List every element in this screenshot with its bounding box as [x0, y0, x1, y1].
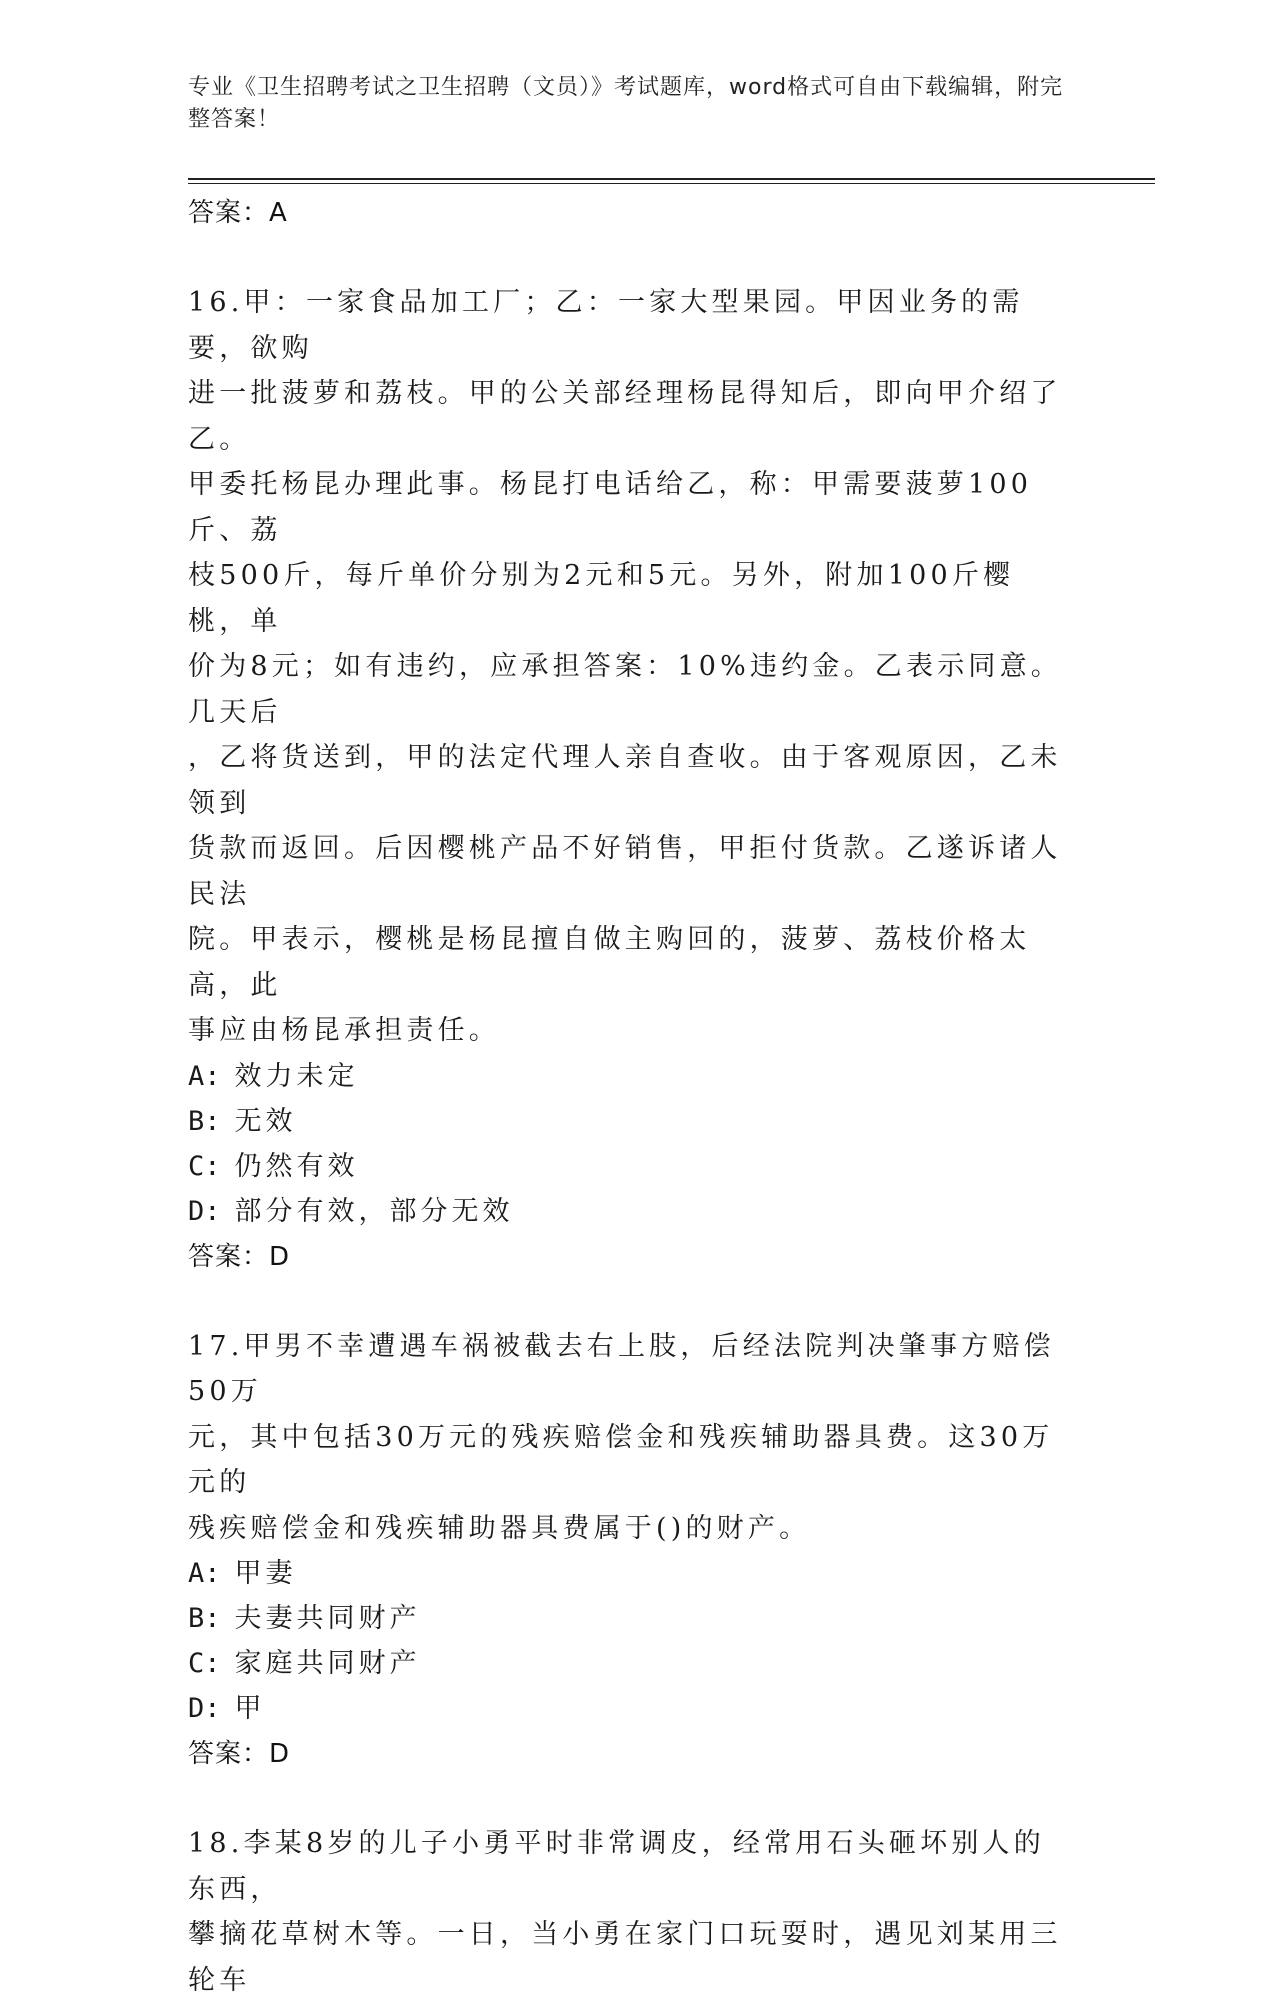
option-c: C: 家庭共同财产 [188, 1648, 421, 1679]
answer-line: 答案：A [188, 198, 288, 228]
answer-line: 答案：D [188, 1739, 291, 1769]
option-d: D: 甲 [188, 1693, 266, 1724]
question-line: 16.甲：一家食品加工厂；乙：一家大型果园。甲因业务的需要，欲购 [188, 287, 1024, 364]
header-divider [188, 178, 1155, 184]
page-header: 专业《卫生招聘考试之卫生招聘（文员）》考试题库，word格式可自由下载编辑，附完整答案！ [188, 75, 1064, 132]
question-18 [188, 1821, 1068, 2003]
question-line: 进一批菠萝和荔枝。甲的公关部经理杨昆得知后，即向甲介绍了乙。 [188, 378, 1062, 455]
option-d: D: 部分有效，部分无效 [188, 1195, 514, 1227]
question-line: 枝500斤，每斤单价分别为2元和5元。另外，附加100斤樱桃，单 [188, 560, 1015, 637]
question-line: 攀摘花草树木等。一日，当小勇在家门口玩耍时，遇见刘某用三轮车 [188, 1919, 1062, 1996]
option-b: B: 夫妻共同财产 [188, 1603, 421, 1634]
spacer [188, 1777, 1068, 1821]
option-c: C: 仍然有效 [188, 1150, 359, 1182]
option-a: A: 甲妻 [188, 1558, 297, 1589]
answer-line: 答案：D [188, 1241, 291, 1272]
question-line: 院。甲表示，樱桃是杨昆擅自做主购回的，菠萝、荔枝价格太高，此 [188, 924, 1031, 1001]
question-line: 元，其中包括30万元的残疾赔偿金和残疾辅助器具费。这30万元的 [188, 1421, 1054, 1498]
question-line: 18.李某8岁的儿子小勇平时非常调皮，经常用石头砸坏别人的东西， [188, 1828, 1045, 1905]
document-body [188, 190, 1068, 2003]
question-line: 价为8元；如有违约，应承担答案：10%违约金。乙表示同意。几天后 [188, 651, 1062, 728]
option-b: B: 无效 [188, 1105, 297, 1137]
question-line: 货款而返回。后因樱桃产品不好销售，甲拒付货款。乙遂诉诸人民法 [188, 833, 1062, 910]
question-line: 残疾赔偿金和残疾辅助器具费属于()的财产。 [188, 1512, 811, 1544]
question-line: 17.甲男不幸遭遇车祸被截去右上肢，后经法院判决肇事方赔偿50万 [188, 1330, 1055, 1407]
spacer [188, 1280, 1068, 1324]
question-16 [188, 280, 1068, 1280]
spacer [188, 236, 1068, 280]
question-17 [188, 1324, 1068, 1778]
question-line: 甲委托杨昆办理此事。杨昆打电话给乙，称：甲需要菠萝100斤、荔 [188, 469, 1033, 546]
question-line: ，乙将货送到，甲的法定代理人亲自查收。由于客观原因，乙未领到 [188, 742, 1062, 819]
question-line: 事应由杨昆承担责任。 [188, 1015, 500, 1046]
option-a: A: 效力未定 [188, 1060, 359, 1092]
